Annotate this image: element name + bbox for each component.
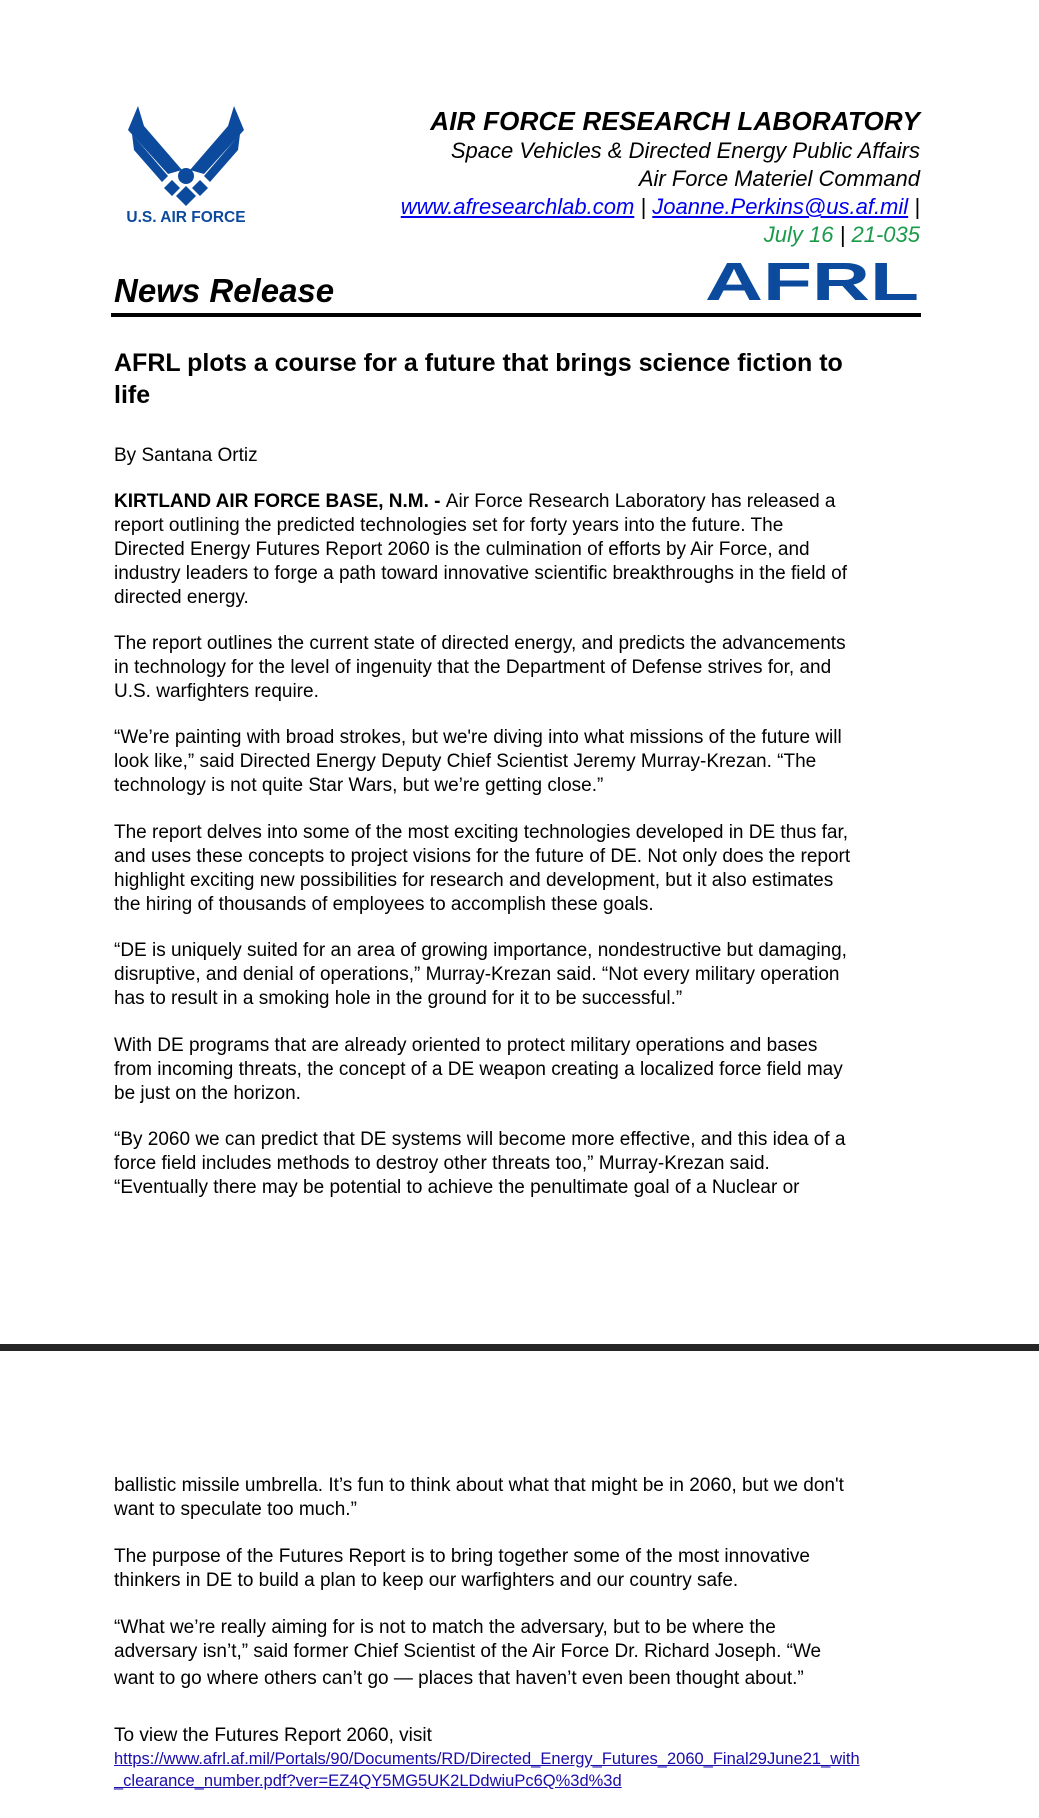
contact-line [401, 194, 920, 220]
paragraph-line: The purpose of the Futures Report is to bring together some of the most innovative [114, 1546, 810, 1567]
paragraph-line: With DE programs that are already oriented to protect military operations and bases [114, 1035, 818, 1056]
paragraph-line: force field includes methods to destroy other threats too,” Murray-Krezan said. [114, 1153, 770, 1174]
paragraph-line: the hiring of thousands of employees to accomplish these goals. [114, 894, 654, 915]
dateline: KIRTLAND AIR FORCE BASE, N.M. [114, 491, 429, 512]
paragraph-line: The report delves into some of the most exciting technologies developed in DE thus far, [114, 822, 849, 843]
paragraph-line: “DE is uniquely suited for an area of growing importance, nondestructive but damaging, [114, 940, 847, 961]
air-force-wings-icon [112, 104, 260, 226]
office-name: Space Vehicles & Directed Energy Public Affairs [450, 138, 920, 163]
paragraph-line: U.S. warfighters require. [114, 681, 319, 702]
paragraph-line: be just on the horizon. [114, 1083, 301, 1104]
paragraph-line: from incoming threats, the concept of a DE weapon creating a localized force field may [114, 1059, 843, 1080]
paragraph-line: ballistic missile umbrella. It’s fun to think about what that might be in 2060, but we don't [114, 1475, 844, 1496]
paragraph-line: want to go where others can’t go — places that haven’t even been thought about.” [114, 1668, 804, 1689]
byline: By Santana Ortiz [114, 445, 258, 466]
lab-title: AIR FORCE RESEARCH LABORATORY [430, 106, 920, 136]
report-url-link[interactable]: https://www.afrl.af.mil/Portals/90/Documents/RD/Directed_Energy_Futures_2060_Final29June21_with [114, 1750, 860, 1768]
page-break [0, 1344, 1039, 1351]
release-number: 21-035 [851, 222, 920, 247]
separator: | [914, 194, 920, 219]
afrl-wordmark-icon [704, 258, 920, 304]
website-link[interactable]: www.afresearchlab.com [400, 194, 635, 219]
headline-line: life [114, 381, 151, 409]
paragraph-line: look like,” said Directed Energy Deputy Chief Scientist Jeremy Murray-Krezan. “The [114, 751, 817, 772]
paragraph-line: disruptive, and denial of operations,” Murray-Krezan said. “Not every military operation [114, 964, 840, 985]
paragraph-line: in technology for the level of ingenuity that the Department of Defense strives for, and [114, 657, 832, 678]
paragraph-line: Directed Energy Futures Report 2060 is the culmination of efforts by Air Force, and [114, 539, 810, 560]
report-url-link[interactable]: _clearance_number.pdf?ver=EZ4QY5MG5UK2LDdwiuPc6Q%3d%3d [114, 1772, 622, 1790]
paragraph-line: The report outlines the current state of directed energy, and predicts the advancements [114, 633, 846, 654]
doc-type-heading: News Release [114, 272, 335, 309]
paragraph-line: adversary isn’t,” said former Chief Scientist of the Air Force Dr. Richard Joseph. “We [114, 1641, 822, 1662]
paragraph-line: has to result in a smoking hole in the ground for it to be successful.” [114, 988, 683, 1009]
paragraph-line: thinkers in DE to build a plan to keep our warfighters and our country safe. [114, 1570, 739, 1591]
paragraph-line: highlight exciting new possibilities for research and development, but it also estimates [114, 870, 834, 891]
us-air-force-wordmark: U.S. AIR FORCE [126, 209, 246, 226]
us-air-force-logo [112, 104, 260, 226]
header-rule [111, 313, 921, 317]
paragraph-line: technology is not quite Star Wars, but we’re getting close.” [114, 775, 604, 796]
paragraph-line [114, 490, 836, 514]
separator: | [640, 194, 647, 219]
closing-text: To view the Futures Report 2060, visit [114, 1725, 432, 1746]
paragraph-line: industry leaders to forge a path toward innovative scientific breakthroughs in the field of [114, 563, 847, 584]
paragraph-line: “We’re painting with broad strokes, but we're diving into what missions of the future will [114, 727, 842, 748]
headline-line: AFRL plots a course for a future that brings science fiction to [114, 349, 843, 377]
release-date: July 16 [763, 222, 834, 247]
email-link[interactable]: Joanne.Perkins@us.af.mil [652, 194, 909, 219]
paragraph-line: directed energy. [114, 587, 249, 608]
paragraph-line: “By 2060 we can predict that DE systems will become more effective, and this idea of a [114, 1129, 846, 1150]
command-name: Air Force Materiel Command [638, 166, 920, 191]
paragraph-line: and uses these concepts to project visions for the future of DE. Not only does the report [114, 846, 851, 867]
afrl-logo [704, 258, 920, 304]
afrl-wordmark: AFRL [705, 258, 919, 304]
paragraph-line: want to speculate too much.” [114, 1499, 357, 1520]
paragraph-line: report outlining the predicted technologies set for forty years into the future. The [114, 515, 784, 536]
paragraph-line: “Eventually there may be potential to achieve the penultimate goal of a Nuclear or [114, 1177, 800, 1198]
date-release-line [764, 222, 920, 248]
dateline-separator: - [428, 491, 446, 512]
paragraph-text: Air Force Research Laboratory has released a [445, 491, 836, 512]
paragraph-line: “What we’re really aiming for is not to match the adversary, but to be where the [114, 1617, 776, 1638]
separator: | [839, 222, 846, 247]
